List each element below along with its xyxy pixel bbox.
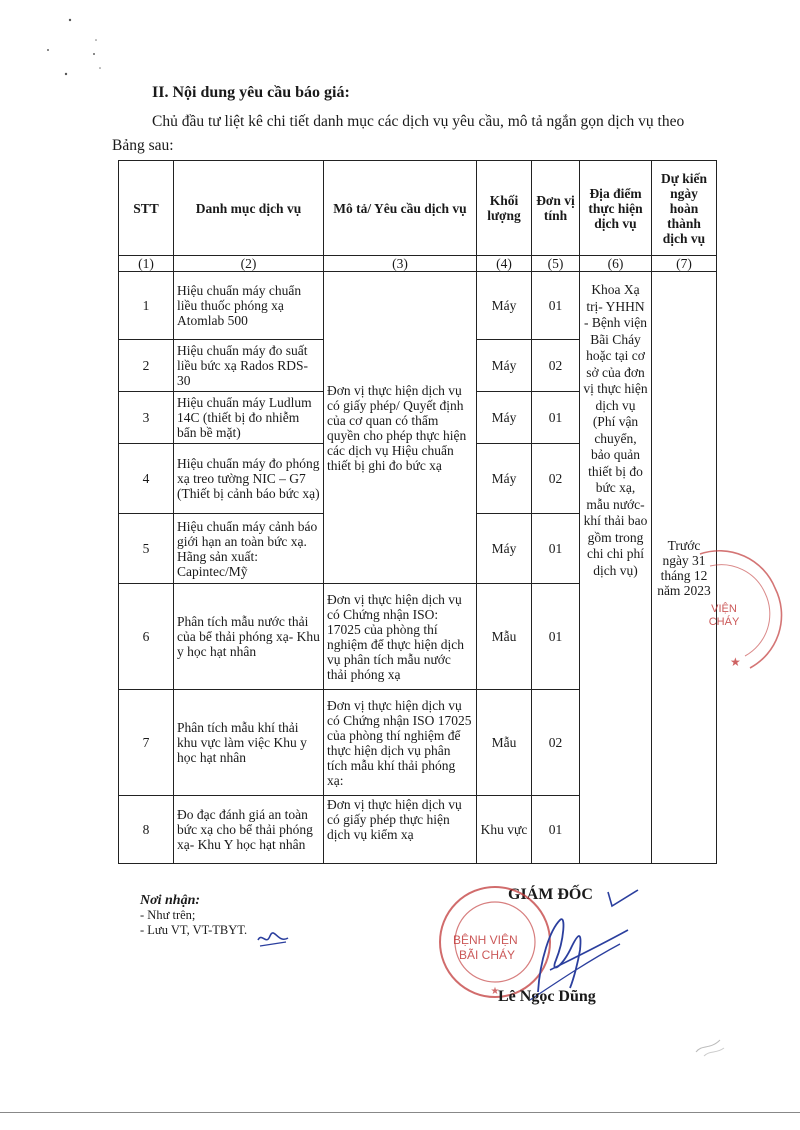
header-location: Địa điểm thực hiện dịch vụ xyxy=(580,161,652,256)
row-quantity: 01 xyxy=(532,514,580,584)
row-stt: 2 xyxy=(119,340,174,392)
row-quantity: 02 xyxy=(532,444,580,514)
col-number: (3) xyxy=(324,256,477,272)
header-deadline: Dự kiến ngày hoàn thành dịch vụ xyxy=(652,161,717,256)
row-stt: 6 xyxy=(119,584,174,690)
table-row xyxy=(119,272,717,340)
recipient-item: - Như trên; xyxy=(140,908,196,922)
scan-specks xyxy=(40,10,110,90)
col-number: (4) xyxy=(477,256,532,272)
table-header-row xyxy=(119,161,717,256)
side-stamp-fragment: VIỆN CHÁY xyxy=(708,603,740,628)
director-title: GIÁM ĐỐC xyxy=(508,886,593,903)
col-number: (1) xyxy=(119,256,174,272)
row-quantity: 01 xyxy=(532,272,580,340)
column-number-row xyxy=(119,256,717,272)
deadline-cell: Trước ngày 31 tháng 12 năm 2023 xyxy=(652,272,717,864)
col-number: (7) xyxy=(652,256,717,272)
recipients-title: Nơi nhận: xyxy=(140,893,201,908)
row-quantity: 01 xyxy=(532,796,580,864)
row-unit: Khu vực xyxy=(477,796,532,864)
section-heading: II. Nội dung yêu cầu báo giá: xyxy=(152,84,350,101)
header-service: Danh mục dịch vụ xyxy=(174,161,324,256)
header-stt: STT xyxy=(119,161,174,256)
row-description: Đơn vị thực hiện dịch vụ có Chứng nhận ISO: 17025 của phòng thí nghiệm để thực hiện dịch vụ phân tích mẫu nước thải phóng xạ xyxy=(324,584,477,690)
row-stt: 1 xyxy=(119,272,174,340)
service-table xyxy=(118,160,717,864)
row-unit: Mẫu xyxy=(477,584,532,690)
merged-description: Đơn vị thực hiện dịch vụ có giấy phép/ Quyết định của cơ quan có thẩm quyền cho phép thực hiện các dịch vụ Hiệu chuẩn thiết bị ghi đo bức xạ xyxy=(324,272,477,584)
row-unit: Máy xyxy=(477,340,532,392)
scan-smudge xyxy=(690,1030,730,1060)
row-description: Đơn vị thực hiện dịch vụ có Chứng nhận ISO 17025 của phòng thí nghiệm để thực hiện dịch vụ phân tích mẫu khí thải phóng xạ: xyxy=(324,690,477,796)
row-service: Phân tích mẫu nước thải của bể thải phóng xạ- Khu y học hạt nhân xyxy=(174,584,324,690)
header-description: Mô tả/ Yêu cầu dịch vụ xyxy=(324,161,477,256)
col-number: (6) xyxy=(580,256,652,272)
row-service: Phân tích mẫu khí thải khu vực làm việc Khu y học hạt nhân xyxy=(174,690,324,796)
row-service: Hiệu chuẩn máy chuẩn liều thuốc phóng xạ Atomlab 500 xyxy=(174,272,324,340)
svg-text:★: ★ xyxy=(490,986,500,997)
row-stt: 5 xyxy=(119,514,174,584)
recipient-item: - Lưu VT, VT-TBYT. xyxy=(140,923,248,937)
row-service: Hiệu chuẩn máy Ludlum 14C (thiết bị đo nhiễm bẩn bề mặt) xyxy=(174,392,324,444)
row-stt: 4 xyxy=(119,444,174,514)
row-quantity: 01 xyxy=(532,584,580,690)
row-service: Hiệu chuẩn máy cảnh báo giới hạn an toàn bức xạ. Hãng sản xuất: Capintec/Mỹ xyxy=(174,514,324,584)
director-name: Lê Ngọc Dũng xyxy=(498,988,596,1005)
row-service: Hiệu chuẩn máy đo suất liều bức xạ Rados RDS-30 xyxy=(174,340,324,392)
recipients-block xyxy=(140,893,247,938)
page-edge-line xyxy=(0,1112,800,1113)
row-stt: 8 xyxy=(119,796,174,864)
initials-mark xyxy=(256,930,290,950)
row-stt: 3 xyxy=(119,392,174,444)
row-unit: Mẫu xyxy=(477,690,532,796)
row-unit: Máy xyxy=(477,444,532,514)
row-description: Đơn vị thực hiện dịch vụ có giấy phép thực hiện dịch vụ kiểm xạ xyxy=(324,796,477,864)
row-unit: Máy xyxy=(477,392,532,444)
row-quantity: 02 xyxy=(532,690,580,796)
svg-text:★: ★ xyxy=(730,655,741,669)
row-stt: 7 xyxy=(119,690,174,796)
intro-paragraph: Chủ đầu tư liệt kê chi tiết danh mục các dịch vụ yêu cầu, mô tả ngắn gọn dịch vụ theo Bảng sau: xyxy=(112,113,685,154)
header-unit: Đơn vị tính xyxy=(532,161,580,256)
col-number: (5) xyxy=(532,256,580,272)
header-quantity: Khối lượng xyxy=(477,161,532,256)
row-unit: Máy xyxy=(477,514,532,584)
row-quantity: 02 xyxy=(532,340,580,392)
location-cell: Khoa Xạ trị- YHHN - Bệnh viện Bãi Cháy hoặc tại cơ sở của đơn vị thực hiện dịch vụ (Phí vận chuyển, bảo quản thiết bị đo bức xạ, mẫu nước- khí thải bao gồm trong chi chi phí dịch vụ) xyxy=(580,272,652,864)
row-quantity: 01 xyxy=(532,392,580,444)
stamp-text-line1: BỆNH VIỆN xyxy=(453,933,518,947)
stamp-text-line2: BÃI CHÁY xyxy=(459,948,516,962)
row-service: Đo đạc đánh giá an toàn bức xạ cho bể thải phóng xạ- Khu Y học hạt nhân xyxy=(174,796,324,864)
row-service: Hiệu chuẩn máy đo phóng xạ treo tường NIC – G7 (Thiết bị cảnh báo bức xạ) xyxy=(174,444,324,514)
col-number: (2) xyxy=(174,256,324,272)
row-unit: Máy xyxy=(477,272,532,340)
